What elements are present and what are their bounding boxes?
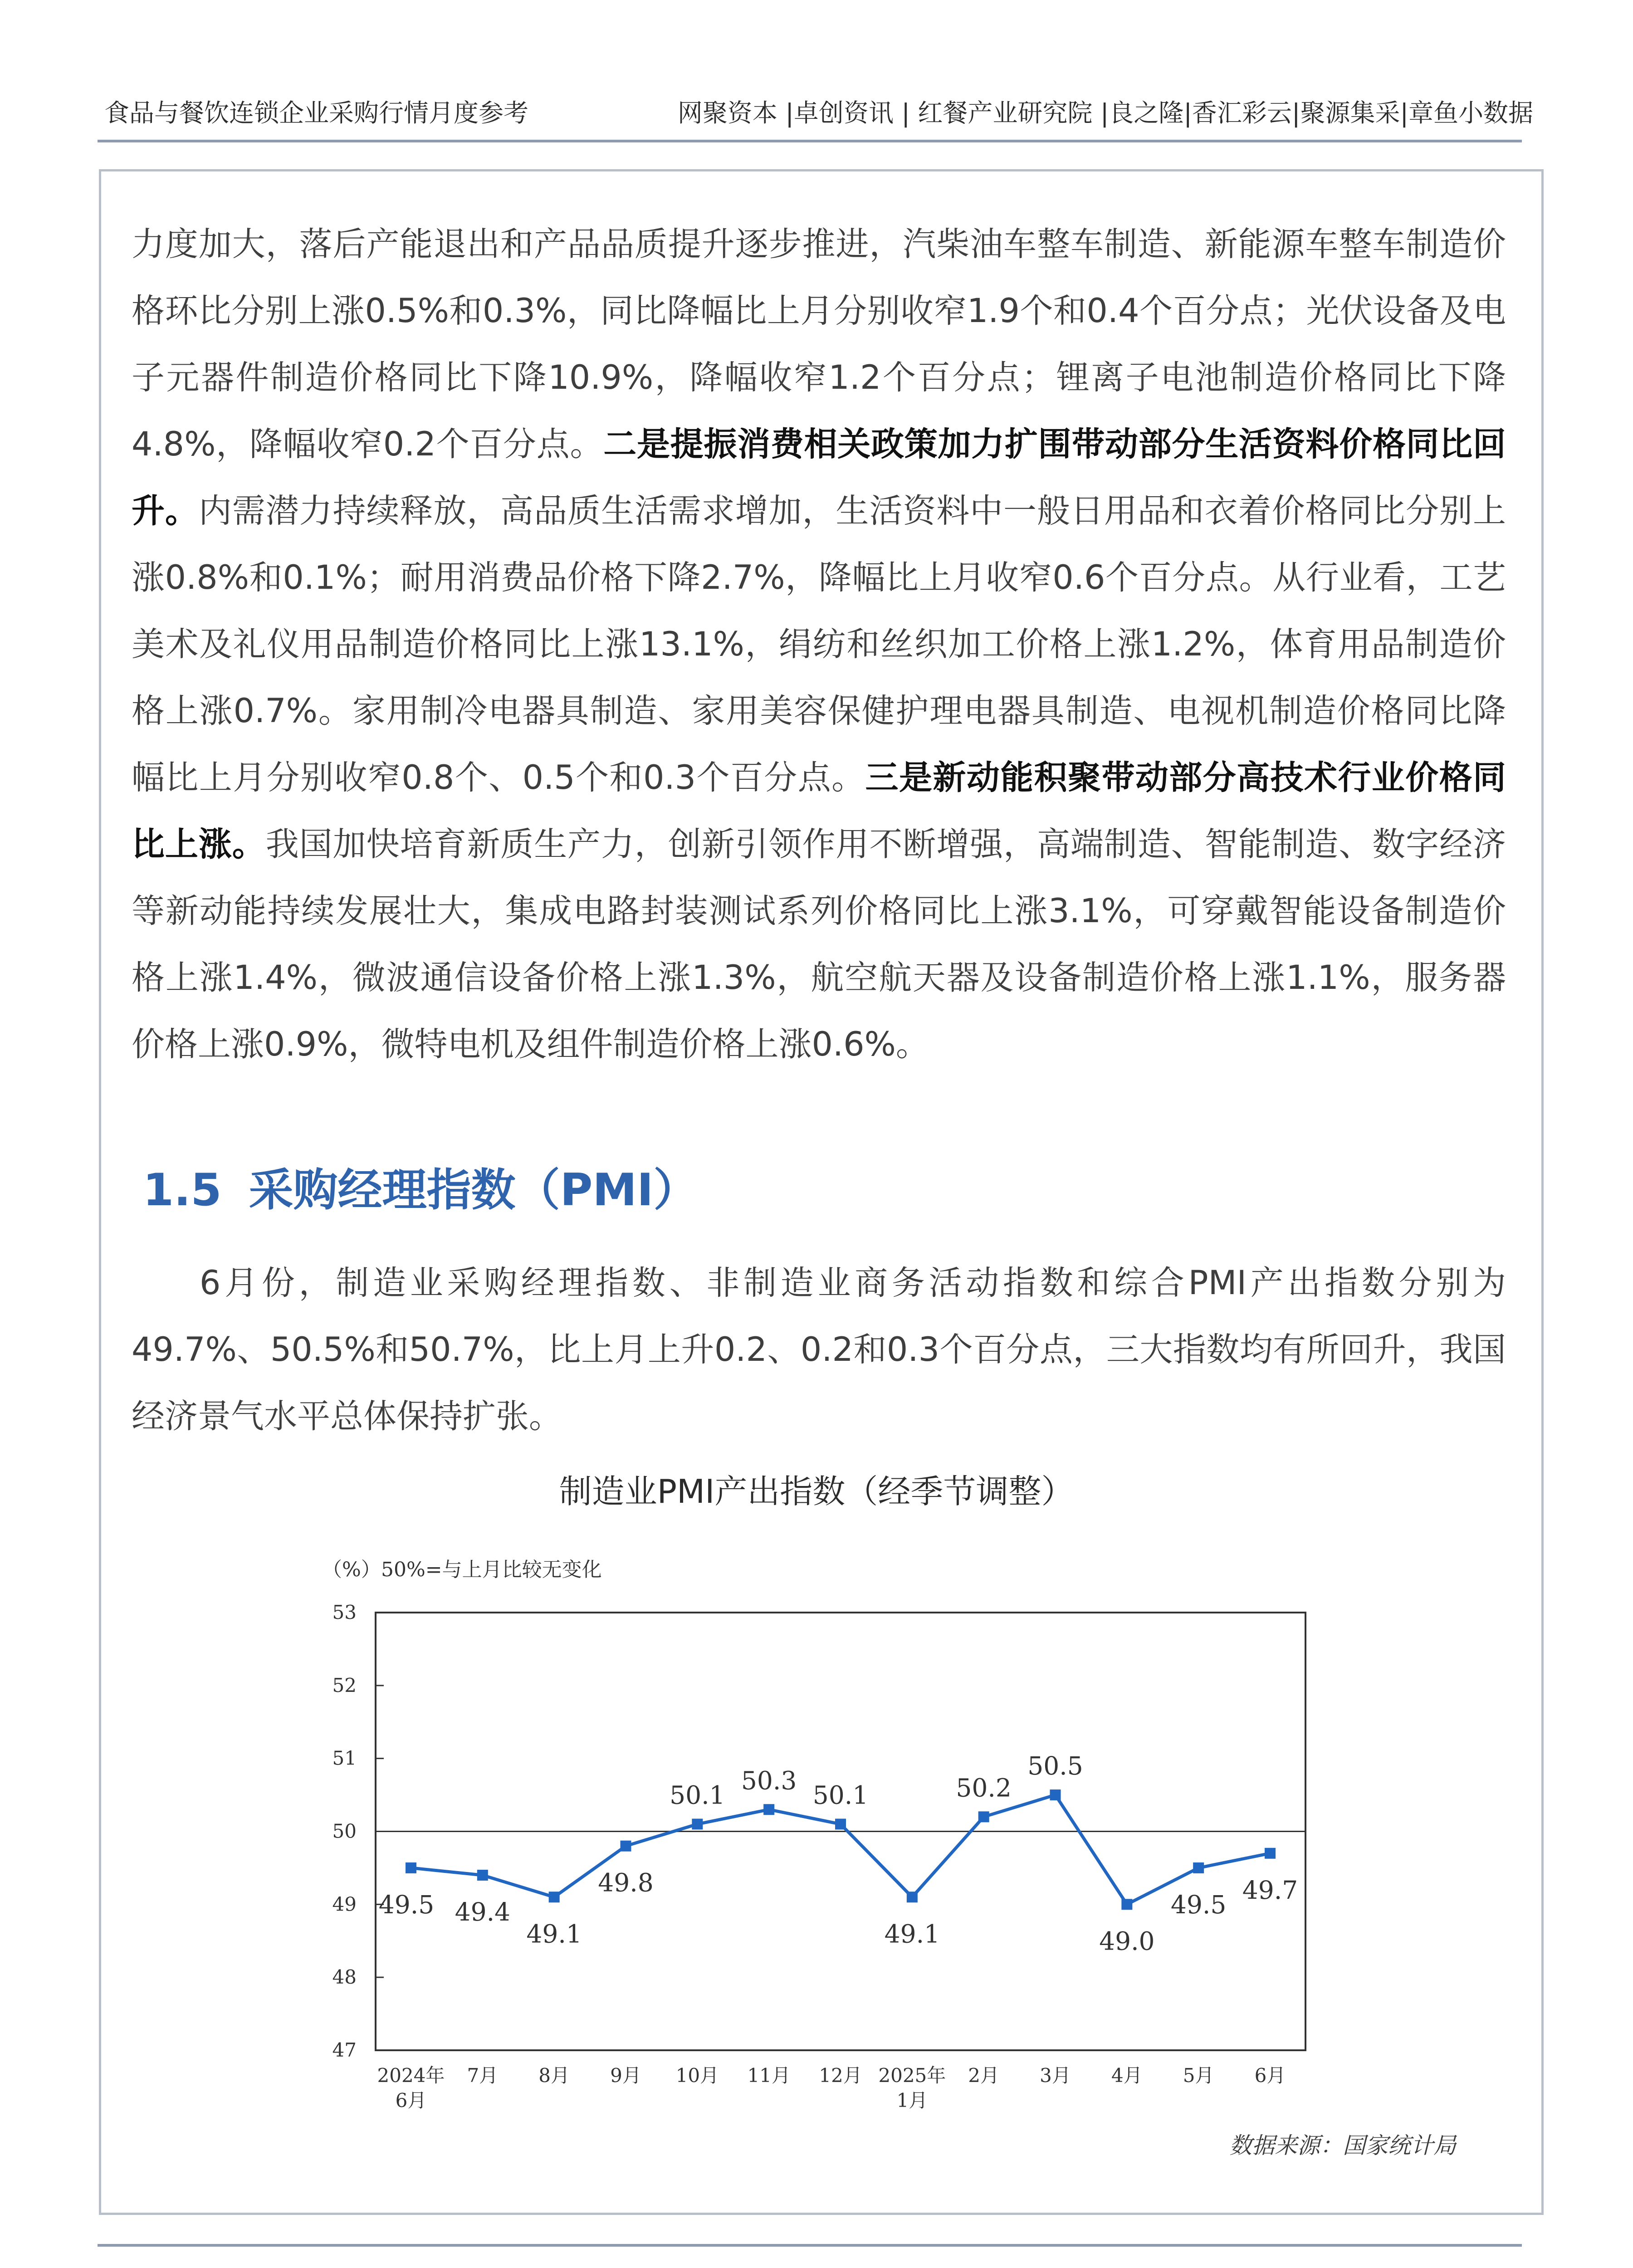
paragraph-text: 力度加大，落后产能退出和产品品质提升逐步推进，汽柴油车整车制造、新能源车整车制造价格环比分别上涨0.5%和0.3%，同比降幅比上月分别收窄1.9个和0.4个百分点；光伏设备及电子元器件制造价格同比下降10.9%，降幅收窄1.2个百分点；锂离子电池制造价格同比下降4.8%，降幅收窄0.2个百分点。 bbox=[132, 225, 1506, 464]
data-point bbox=[907, 1892, 918, 1902]
data-label: 49.5 bbox=[1170, 1890, 1227, 1919]
data-label: 50.1 bbox=[812, 1780, 869, 1810]
y-tick-label: 48 bbox=[332, 1966, 357, 1989]
x-tick-label: 6月 bbox=[1254, 2064, 1286, 2087]
x-tick-label: 2024年 bbox=[377, 2064, 445, 2087]
data-point bbox=[1265, 1848, 1276, 1859]
data-label: 50.3 bbox=[741, 1766, 797, 1795]
section-title-text: 采购经理指数（PMI） bbox=[249, 1164, 698, 1216]
paragraph-text: 我国加快培育新质生产力，创新引领作用不断增强，高端制造、智能制造、数字经济等新动能持续发展壮大，集成电路封装测试系列价格同比上涨3.1%，可穿戴智能设备制造价格上涨1.4%，微波通信设备价格上涨1.3%，航空航天器及设备制造价格上涨1.1%，服务器价格上涨0.9%，微特电机及组件制造价格上涨0.6%。 bbox=[132, 825, 1506, 1064]
x-tick-label: 1月 bbox=[896, 2089, 928, 2112]
x-tick-label: 3月 bbox=[1040, 2064, 1071, 2087]
data-point bbox=[1050, 1789, 1061, 1800]
data-label: 49.1 bbox=[884, 1919, 940, 1949]
data-label: 49.4 bbox=[455, 1897, 511, 1926]
x-tick-label: 2月 bbox=[968, 2064, 1000, 2087]
x-tick-label: 2025年 bbox=[878, 2064, 946, 2087]
chart-legend-note: 50%=与上月比较无变化 bbox=[381, 1558, 602, 1581]
data-point bbox=[692, 1818, 703, 1829]
partner-list: 网聚资本 |卓创资讯 | 红餐产业研究院 |良之隆|香汇彩云|聚源集采|章鱼小数据 bbox=[677, 98, 1533, 127]
y-tick-label: 49 bbox=[332, 1893, 357, 1916]
x-tick-label: 5月 bbox=[1183, 2064, 1214, 2087]
paragraph-text: 内需潜力持续释放，高品质生活需求增加，生活资料中一般日用品和衣着价格同比分别上涨0.8%和0.1%；耐用消费品价格下降2.7%，降幅比上月收窄0.6个百分点。从行业看，工艺美术及礼仪用品制造价格同比上涨13.1%，绢纺和丝织加工价格上涨1.2%，体育用品制造价格上涨0.7%。家用制冷电器具制造、家用美容保健护理电器具制造、电视机制造价格同比降幅比上月分别收窄0.8个、0.5个和0.3个百分点。 bbox=[132, 492, 1506, 797]
x-tick-label: 12月 bbox=[819, 2064, 862, 2087]
data-point bbox=[1121, 1899, 1132, 1910]
x-tick-label: 4月 bbox=[1111, 2064, 1143, 2087]
report-title: 食品与餐饮连锁企业采购行情月度参考 bbox=[104, 98, 529, 127]
highlight-point-three: 三是新动能积聚带动部分高技术行业价格同比上涨。 bbox=[132, 758, 1506, 864]
data-label: 49.5 bbox=[378, 1890, 435, 1919]
x-tick-label: 11月 bbox=[747, 2064, 791, 2087]
data-label: 50.1 bbox=[670, 1780, 725, 1810]
data-label: 50.2 bbox=[956, 1773, 1012, 1803]
highlight-point-two: 二是提振消费相关政策加力扩围带动部分生活资料价格同比回升。 bbox=[132, 425, 1506, 530]
section-number: 1.5 bbox=[143, 1164, 222, 1216]
x-tick-label: 9月 bbox=[610, 2064, 641, 2087]
data-point bbox=[835, 1818, 846, 1829]
series-line bbox=[411, 1795, 1270, 1904]
data-label: 50.5 bbox=[1027, 1751, 1083, 1781]
data-point bbox=[978, 1811, 989, 1822]
x-tick-label: 6月 bbox=[395, 2089, 427, 2112]
body-paragraph-pmi: 6月份，制造业采购经理指数、非制造业商务活动指数和综合PMI产出指数分别为49.7%、50.5%和50.7%，比上月上升0.2、0.2和0.3个百分点，三大指数均有所回升，我国经济景气水平总体保持扩张。 bbox=[132, 1264, 1506, 1436]
data-label: 49.0 bbox=[1099, 1926, 1155, 1956]
y-tick-label: 50 bbox=[332, 1820, 357, 1843]
data-point bbox=[763, 1804, 774, 1815]
y-tick-label: 51 bbox=[332, 1747, 357, 1769]
x-tick-label: 8月 bbox=[538, 2064, 570, 2087]
data-point bbox=[477, 1870, 488, 1881]
chart-unit-label: （%） bbox=[322, 1558, 381, 1581]
data-label: 49.7 bbox=[1242, 1875, 1298, 1905]
data-label: 49.8 bbox=[598, 1868, 654, 1897]
y-tick-label: 47 bbox=[332, 2039, 357, 2061]
data-point bbox=[549, 1892, 560, 1902]
data-source-note: 数据来源：国家统计局 bbox=[1229, 2132, 1456, 2159]
footer-divider bbox=[98, 2244, 1522, 2247]
y-tick-label: 52 bbox=[332, 1674, 357, 1696]
data-point bbox=[621, 1841, 631, 1852]
y-tick-label: 53 bbox=[332, 1601, 357, 1623]
data-label: 49.1 bbox=[526, 1919, 582, 1949]
data-point bbox=[1193, 1862, 1204, 1873]
x-tick-label: 7月 bbox=[467, 2064, 499, 2087]
chart-title: 制造业PMI产出指数（经季节调整） bbox=[559, 1472, 1074, 1510]
data-point bbox=[406, 1862, 416, 1873]
x-tick-label: 10月 bbox=[675, 2064, 719, 2087]
